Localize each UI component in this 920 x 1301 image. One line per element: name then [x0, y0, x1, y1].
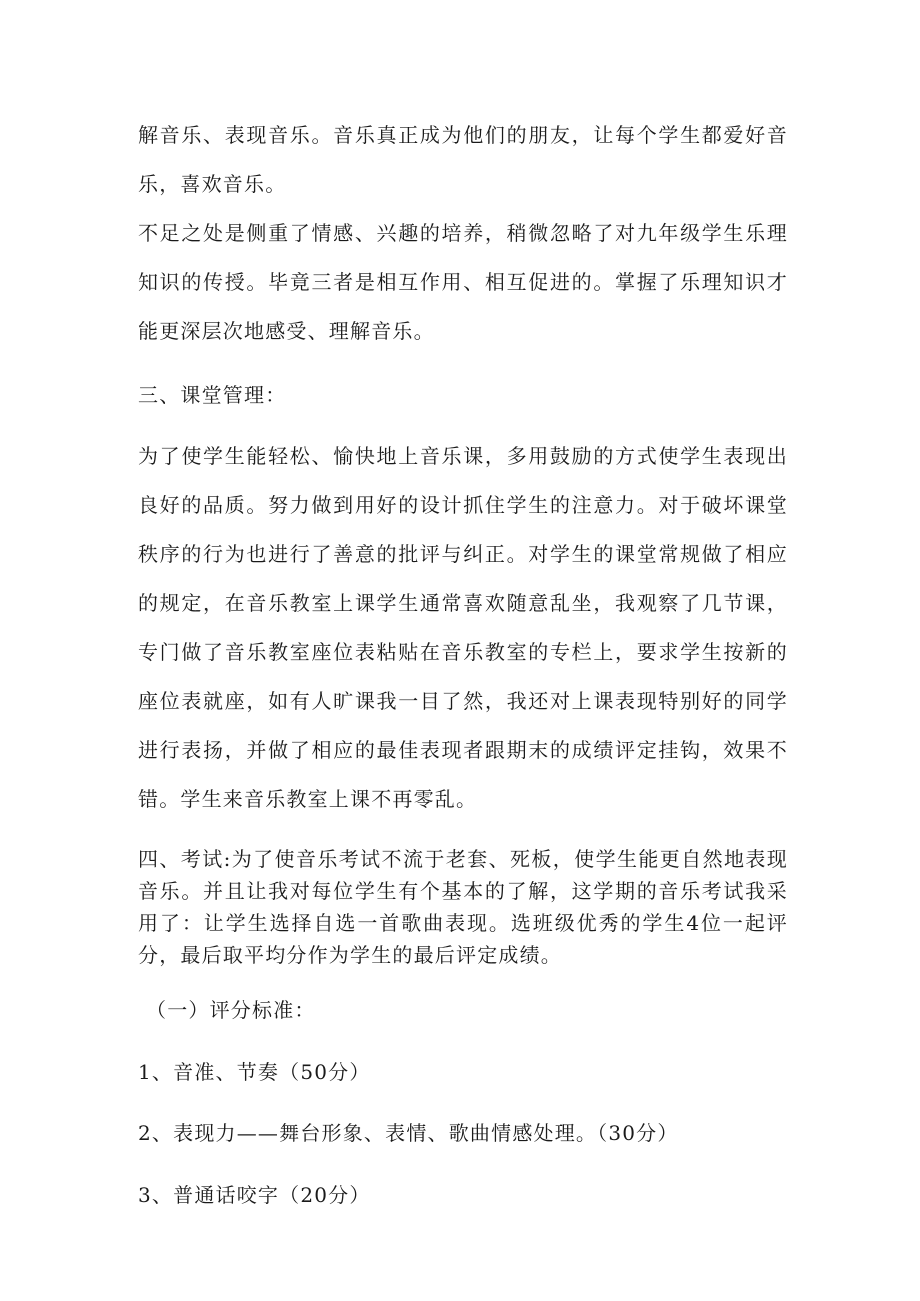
heading-scoring-standard: （一）评分标准： [146, 998, 316, 1022]
paragraph-classroom-management: 为了使学生能轻松、愉快地上音乐课，多用鼓励的方式使学生表现出良好的品质。努力做到用好的设计抓住学生的注意力。对于破坏课堂秩序的行为也进行了善意的批评与纠正。对学生的课堂常规做了相应的规定，在音乐教室上课学生通常喜欢随意乱坐，我观察了几节课，专门做了音乐教室座位表粘贴在音乐教室的专栏上，要求学生按新的座位表就座，如有人旷课我一目了然，我还对上课表现特别好的同学进行表扬，并做了相应的最佳表现者跟期末的成绩评定挂钩，效果不错。学生来音乐教室上课不再零乱。 [138, 444, 788, 811]
heading-classroom-management: 三、课堂管理： [138, 383, 287, 407]
list-item-expressiveness: 2、表现力——舞台形象、表情、歌曲情感处理。（30分） [138, 1121, 679, 1145]
paragraph-music-friend: 解音乐、表现音乐。音乐真正成为他们的朋友，让每个学生都爱好音乐，喜欢音乐。 [138, 123, 788, 196]
paragraph-exam: 四、考试:为了使音乐考试不流于老套、死板，使学生能更自然地表现音乐。并且让我对每位学生有个基本的了解，这学期的音乐考试我采用了：让学生选择自选一首歌曲表现。选班级优秀的学生4位一起评分，最后取平均分作为学生的最后评定成绩。 [138, 847, 788, 967]
list-item-pitch-rhythm: 1、音准、节奏（50分） [138, 1060, 371, 1084]
list-item-pronunciation: 3、普通话咬字（20分） [138, 1183, 371, 1207]
paragraph-shortcomings: 不足之处是侧重了情感、兴趣的培养，稍微忽略了对九年级学生乐理知识的传授。毕竟三者是相互作用、相互促进的。掌握了乐理知识才能更深层次地感受、理解音乐。 [138, 221, 788, 343]
